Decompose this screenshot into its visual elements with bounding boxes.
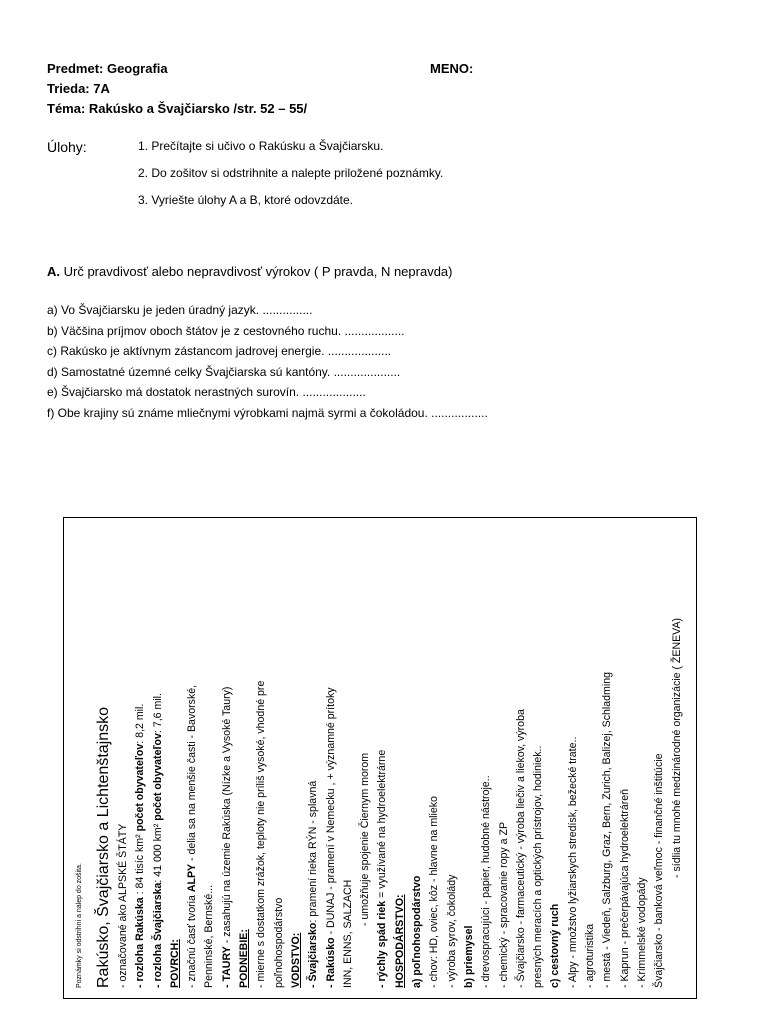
notes-line: - Alpy - množstvo lyžiarskych stredísk, bežecké trate.. [566, 736, 579, 988]
notes-line: poľnohospodárstvo [272, 897, 285, 988]
topic-line: Téma: Rakúsko a Švajčiarsko /str. 52 – 55/ [47, 101, 308, 116]
section-a-heading [47, 264, 452, 279]
notes-line: - chemický - spracovanie ropy a ZP [497, 821, 510, 988]
tasks-label: Úlohy: [47, 139, 87, 155]
statements-list [47, 303, 488, 426]
statement-item: e) Švajčiarsko má dostatok nerastných surovín. ................... [47, 385, 366, 399]
notes-line: - drevospracujúci - papier, hudobné nástroje.. [480, 775, 493, 988]
statement-item: d) Samostatné územné celky Švajčiarska sú kantóny. .................... [47, 364, 401, 379]
section-a-instruction: Urč pravdivosť alebo nepravdivosť výrokov ( P pravda, N nepravda) [63, 264, 453, 279]
notes-line: - rozloha Rakúska : 84 tisíc km² počet obyvateľov: 8,2 mil. [134, 703, 147, 988]
notes-line: - rýchly spád riek = využívané na hydroelektrárne [376, 749, 389, 988]
notes-line: - označované ako ALPSKÉ ŠTÁTY [117, 823, 129, 988]
notes-line: - mestá - Viedeň, Salzburg, Graz, Bern, Zurich, Balizej, Schladming [601, 672, 614, 988]
task-item: 1. Prečítajte si učivo o Rakúsku a Švajčiarsku. [138, 139, 384, 153]
notes-title: Rakúsko, Švajčiarsko a Lichtenštajnsko [95, 706, 112, 988]
class-line: Trieda: 7A [47, 81, 110, 96]
notes-line: - Kaprun - prečerpávajúca hydroelektráreň [618, 788, 631, 988]
notes-section-heading: VODSTVO: [289, 932, 302, 988]
notes-line: - Krimmelské vodopády [635, 877, 648, 988]
notes-line: - sídlia tu mnohé medzinárodné organizácie ( ŽENEVA) [670, 617, 683, 878]
notes-line: INN, ENNS, SALZACH [341, 879, 354, 988]
tasks-list [138, 139, 443, 220]
notes-line: presných meracích a optických prístrojov, hodiniek.. [532, 745, 545, 988]
notes-section-heading: HOSPODÁRSTVO: [393, 894, 406, 988]
notes-line: - mierne s dostatkom zrážok, teploty nie príliš vysoké, vhodné pre [255, 680, 268, 988]
notes-line: - značnú časť tvoria ALPY - delia sa na menšie časti - Bavorské, [186, 684, 199, 988]
notes-line: - umožňuje spojenie Čiernym morom [359, 752, 372, 926]
statement-item: c) Rakúsko je aktívnym zástancom jadrovej energie. ................... [47, 344, 392, 358]
notes-rotated-content [70, 524, 692, 994]
notes-line: - Švajčiarsko: pramení rieka RÝN - splavná [307, 780, 320, 988]
notes-line: - TAURY - zasahujú na územie Rakúska (Nízke a Vysoké Taury) [220, 686, 233, 988]
notes-line: Švajčiarsko - banková veľmoc - finančné inštitúcie [653, 753, 666, 988]
section-a-label: A. [47, 264, 60, 279]
notes-section-heading: PODNEBIE: [238, 929, 251, 988]
notes-subheading: a) poľnohospodárstvo [411, 875, 424, 988]
notes-line: Penninské, Bernské... [203, 884, 216, 988]
notes-line: - Rakúsko - DUNAJ - pramení v Nemecku , + významné prítoky [324, 687, 337, 988]
notes-line: - chov: HD, oviec, kôz - hlavne na mlieko [428, 796, 441, 988]
task-item: 3. Vyriešte úlohy A a B, ktoré odovzdáte. [138, 193, 354, 207]
notes-hint: Poznámky si odstrihni a nalep do zošita. [76, 863, 83, 988]
notes-subheading: c) cestovný ruch [549, 903, 562, 988]
subject-line: Predmet: Geografia [47, 61, 168, 76]
statement-item: a) Vo Švajčiarsku je jeden úradný jazyk. ............... [47, 303, 313, 317]
notes-cutout-box [63, 517, 697, 999]
statement-item: b) Väčšina príjmov oboch štátov je z cestovného ruchu. .................. [47, 323, 405, 338]
notes-subheading: b) priemysel [462, 925, 475, 988]
notes-line: - agroturistika [584, 923, 597, 988]
notes-line: - rozloha Švajčiarska: 41 000 km² počet obyvateľov: 7,6 mil. [151, 693, 164, 988]
statement-item: f) Obe krajiny sú známe mliečnymi výrobkami najmä syrmi a čokoládou. ................. [47, 405, 488, 420]
notes-line: - Švajčiarsko - farmaceutický - výroba liečiv a liekov, výroba [514, 709, 527, 988]
notes-line: - výroba syrov, čokolády [445, 874, 458, 988]
name-label: MENO: [430, 61, 474, 76]
task-item: 2. Do zošitov si odstrihnite a nalepte priložené poznámky. [138, 166, 444, 180]
notes-section-heading: POVRCH: [168, 939, 181, 988]
